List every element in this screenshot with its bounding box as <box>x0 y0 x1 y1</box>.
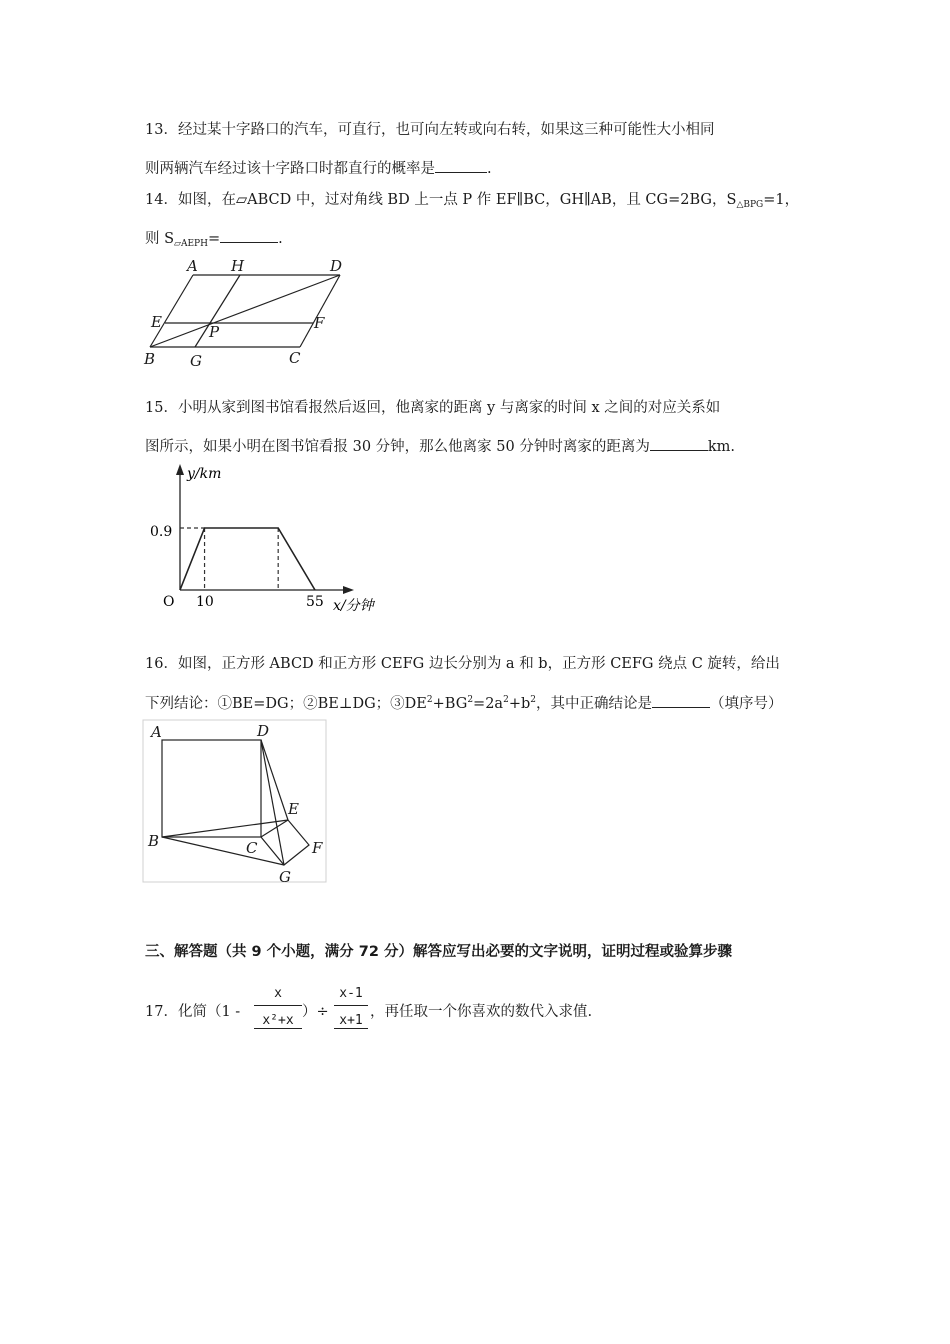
q17-frac2-den: x+1 <box>334 1013 368 1029</box>
q16-label-g: G <box>279 868 291 886</box>
q16-sup3: 2 <box>503 695 509 705</box>
q16-text-a: 下列结论：①BE=DG；②BE⊥DG；③DE <box>145 696 427 712</box>
origin-label: O <box>163 594 175 610</box>
q14-sub-aeph: ▱AEPH <box>174 239 208 249</box>
y-tick-label: 0.9 <box>150 524 173 540</box>
q14-label-b: B <box>144 350 156 368</box>
q16-label-e: E <box>288 800 299 818</box>
q13-line1: 13．经过某十字路口的汽车，可直行，也可向左转或向右转，如果这三种可能性大小相同 <box>145 122 715 138</box>
q14-label-a: A <box>187 257 198 275</box>
q17-pre: 17．化简（1 - <box>145 1004 241 1020</box>
q15-text: 图所示，如果小明在图书馆看报 30 分钟，那么他离家 50 分钟时离家的距离为 <box>145 439 650 455</box>
q14-text: 14．如图，在▱ABCD 中，过对角线 BD 上一点 P 作 EF∥BC，GH∥AB，且 CG=2BG，S <box>145 192 737 208</box>
q14-label-c: C <box>289 349 301 367</box>
q14-label-e: E <box>151 313 162 331</box>
x-tick-label-10: 10 <box>196 594 214 610</box>
q14-end: . <box>278 231 283 247</box>
q16-label-f: F <box>312 839 323 857</box>
q16-sup4: 2 <box>530 695 536 705</box>
x-axis-label: x/分钟 <box>333 598 374 614</box>
q16-text-e: ，其中正确结论是 <box>535 696 652 712</box>
q16-line1: 16．如图，正方形 ABCD 和正方形 CEFG 边长分别为 a 和 b，正方形 CEFG 绕点 C 旋转，给出 <box>145 656 780 672</box>
square-cefg <box>261 820 309 865</box>
y-axis-label: y/km <box>187 466 222 482</box>
q17-frac1-bar <box>254 1005 302 1006</box>
q16-text-b: +BG <box>432 696 468 712</box>
q14-sub-bpg: △BPG <box>736 200 764 210</box>
q16-label-a: A <box>151 723 162 741</box>
q14-label-f: F <box>314 314 325 332</box>
q16-label-b: B <box>148 832 160 850</box>
q14-label-p: P <box>209 323 220 341</box>
q14-label-h: H <box>231 257 245 275</box>
q17-post: ，再任取一个你喜欢的数代入求值. <box>370 1004 593 1020</box>
q16-label-c: C <box>246 839 258 857</box>
q16-text-c: =2a <box>473 696 504 712</box>
q15-line1: 15．小明从家到图书馆看报然后返回，他离家的距离 y 与离家的时间 x 之间的对应关系如 <box>145 400 721 416</box>
x-tick-label-55: 55 <box>306 594 324 610</box>
q17-frac1-num: x <box>274 986 282 1001</box>
q14-prefix: 则 S <box>145 231 175 247</box>
q16-text-d: +b <box>508 696 531 712</box>
q14-label-d: D <box>330 257 343 275</box>
q14-text-end: =1， <box>763 192 800 208</box>
q16-sup2: 2 <box>467 695 474 705</box>
q17-mid: ）÷ <box>302 1004 329 1020</box>
q16-sup1: 2 <box>426 695 433 705</box>
q16-end: （填序号） <box>709 696 783 712</box>
q17-frac2-num: x-1 <box>339 986 363 1001</box>
q14-eq: = <box>207 231 221 247</box>
q16-label-d: D <box>257 722 270 740</box>
square-abcd <box>162 740 261 837</box>
q13-end: . <box>487 161 492 177</box>
section3-heading: 三、解答题（共 9 个小题，满分 72 分）解答应写出必要的文字说明，证明过程或验算步骤 <box>145 944 732 960</box>
q13-text: 则两辆汽车经过该十字路口时都直行的概率是 <box>145 161 435 177</box>
q15-unit: km. <box>707 439 735 455</box>
q14-label-g: G <box>190 352 202 370</box>
q17-frac2-bar <box>334 1005 368 1006</box>
q17-frac1-den: x²+x <box>254 1013 302 1029</box>
